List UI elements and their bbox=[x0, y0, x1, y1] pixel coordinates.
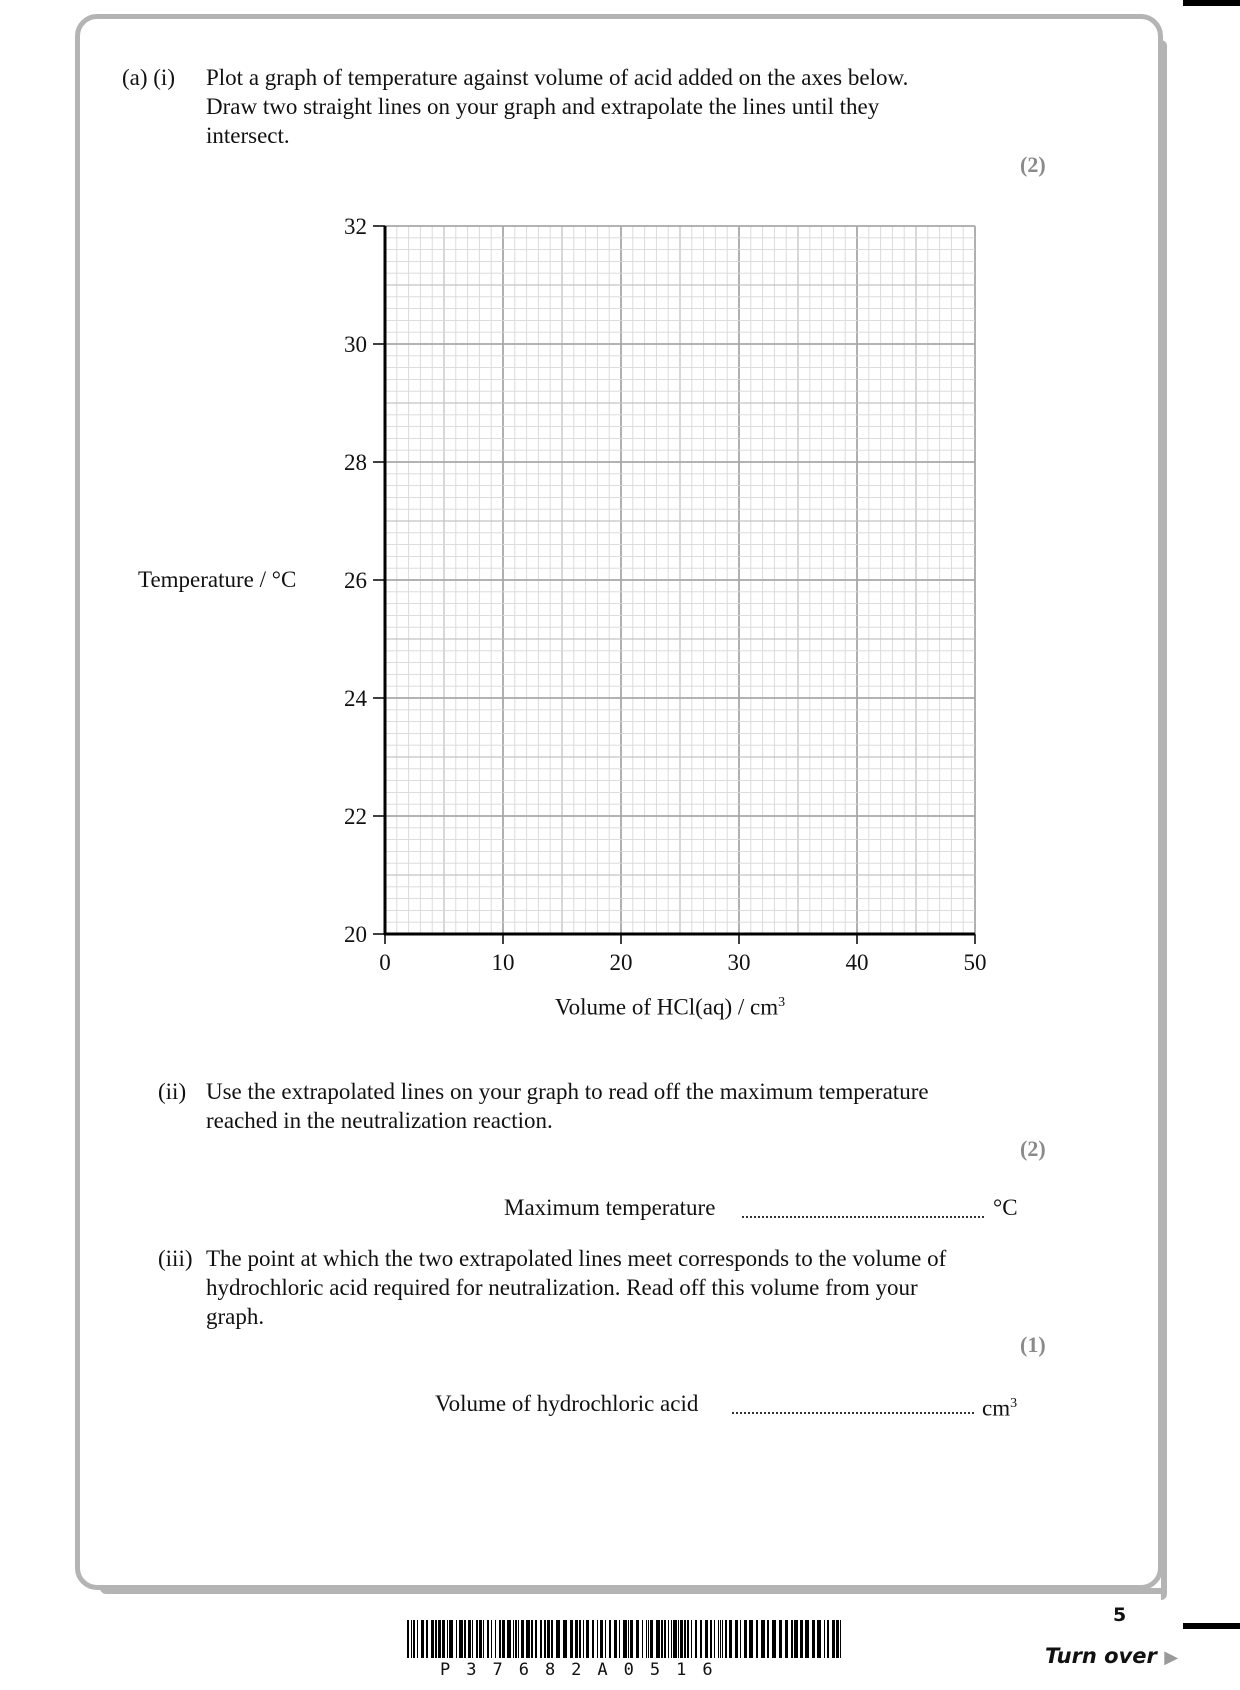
barcode-bar bbox=[671, 1620, 672, 1658]
question-a-iii-line-1: The point at which the two extrapolated lines meet corresponds to the volume of bbox=[206, 1246, 947, 1271]
barcode-bar bbox=[507, 1620, 511, 1658]
barcode-bar bbox=[646, 1620, 647, 1658]
y-tick-label: 28 bbox=[344, 450, 367, 475]
turn-over-text: Turn over bbox=[1045, 1644, 1157, 1668]
barcode-bar bbox=[535, 1620, 537, 1658]
question-a-ii-line-1: Use the extrapolated lines on your graph to read off the maximum temperature bbox=[206, 1079, 929, 1104]
barcode-bar bbox=[827, 1620, 829, 1658]
volume-hcl-answer-line[interactable] bbox=[732, 1412, 974, 1414]
barcode-bar bbox=[735, 1620, 738, 1658]
barcode-bar bbox=[636, 1620, 639, 1658]
barcode-bar bbox=[656, 1620, 660, 1658]
max-temperature-answer-line[interactable] bbox=[742, 1216, 984, 1218]
barcode-bar bbox=[544, 1620, 546, 1658]
barcode-bar bbox=[614, 1620, 617, 1658]
volume-hcl-unit bbox=[982, 1389, 1017, 1423]
barcode-bar bbox=[800, 1620, 803, 1658]
barcode-bar bbox=[832, 1620, 835, 1658]
barcode-bar bbox=[680, 1620, 683, 1658]
barcode-bar bbox=[421, 1620, 424, 1658]
barcode-bar bbox=[570, 1620, 573, 1658]
barcode-bar bbox=[695, 1620, 697, 1658]
barcode-bar bbox=[502, 1620, 505, 1658]
barcode-bar bbox=[648, 1620, 649, 1658]
question-a-ii-marks: (2) bbox=[1020, 1136, 1046, 1161]
barcode-bar bbox=[824, 1620, 825, 1658]
x-axis-label-text: Volume of HCl(aq) / cm bbox=[555, 994, 779, 1020]
barcode-bar bbox=[664, 1620, 666, 1658]
barcode-bar bbox=[785, 1620, 788, 1658]
barcode-bar bbox=[592, 1620, 594, 1658]
barcode-bar bbox=[794, 1620, 798, 1658]
question-a-i-line-1: Plot a graph of temperature against volume of acid added on the axes below. bbox=[206, 65, 909, 90]
question-a-iii-text bbox=[206, 1244, 1046, 1331]
barcode-bar bbox=[413, 1620, 415, 1658]
barcode-bar bbox=[718, 1620, 719, 1658]
barcode-bar bbox=[684, 1620, 686, 1658]
barcode-bar bbox=[464, 1620, 466, 1658]
barcode-bar bbox=[472, 1620, 473, 1658]
x-tick-label: 40 bbox=[845, 950, 869, 975]
barcode-bar bbox=[687, 1620, 689, 1658]
barcode-bar bbox=[586, 1620, 589, 1658]
question-a-i-marks: (2) bbox=[1020, 152, 1046, 177]
barcode-bar bbox=[605, 1620, 606, 1658]
page-number: 5 bbox=[1113, 1604, 1127, 1626]
barcode-bar bbox=[459, 1620, 463, 1658]
barcode-bar bbox=[540, 1620, 542, 1658]
barcode-bar bbox=[817, 1620, 821, 1658]
question-a-ii-label: (ii) bbox=[158, 1079, 187, 1104]
barcode-bar bbox=[431, 1620, 434, 1658]
y-tick-label: 26 bbox=[344, 568, 367, 593]
barcode-bar bbox=[513, 1620, 514, 1658]
barcode-bar bbox=[487, 1620, 489, 1658]
barcode-bar bbox=[805, 1620, 809, 1658]
y-tick-label: 30 bbox=[344, 332, 367, 357]
barcode-bar bbox=[438, 1620, 441, 1658]
barcode-bar bbox=[836, 1620, 839, 1658]
barcode-bar bbox=[725, 1620, 727, 1658]
question-a-ii-line-2: reached in the neutralization reaction. bbox=[206, 1108, 553, 1133]
bottom-right-corner-bar bbox=[1183, 1623, 1240, 1629]
volume-hcl-label: Volume of hydrochloric acid bbox=[435, 1391, 699, 1416]
barcode-bar bbox=[691, 1620, 692, 1658]
turn-over-label bbox=[1045, 1644, 1178, 1668]
barcode-bar bbox=[609, 1620, 611, 1658]
barcode-bar bbox=[668, 1620, 669, 1658]
barcode-bar bbox=[435, 1620, 437, 1658]
question-a-iii-line-3: graph. bbox=[206, 1304, 265, 1329]
barcode-bar bbox=[791, 1620, 793, 1658]
barcode-bar bbox=[551, 1620, 553, 1658]
barcode-bar bbox=[521, 1620, 524, 1658]
question-a-iii-label: (iii) bbox=[158, 1246, 193, 1271]
y-tick-label: 20 bbox=[344, 922, 367, 947]
max-temperature-label: Maximum temperature bbox=[504, 1195, 716, 1220]
barcode-bar bbox=[740, 1620, 741, 1658]
barcode-bar bbox=[761, 1620, 765, 1658]
barcode-bar bbox=[756, 1620, 758, 1658]
barcode-bar bbox=[556, 1620, 560, 1658]
x-axis-label-sup: 3 bbox=[778, 995, 786, 1010]
barcode-bar bbox=[630, 1620, 633, 1658]
barcode-bar bbox=[661, 1620, 663, 1658]
question-a-i-line-2: Draw two straight lines on your graph and extrapolate the lines until they bbox=[206, 94, 880, 119]
x-tick-label: 30 bbox=[727, 950, 751, 975]
barcode-bar bbox=[729, 1620, 732, 1658]
barcode-bar bbox=[575, 1620, 578, 1658]
max-temperature-unit: °C bbox=[993, 1195, 1018, 1220]
barcode-bar bbox=[597, 1620, 598, 1658]
x-axis-label bbox=[555, 988, 785, 1022]
y-tick-label: 32 bbox=[344, 214, 367, 239]
barcode-bar bbox=[650, 1620, 653, 1658]
barcode-bar bbox=[495, 1620, 496, 1658]
barcode-bar bbox=[705, 1620, 708, 1658]
barcode-bar bbox=[642, 1620, 643, 1658]
barcode-bar bbox=[720, 1620, 721, 1658]
x-tick-label: 10 bbox=[491, 950, 515, 975]
question-a-i-label: (a) (i) bbox=[122, 65, 175, 90]
barcode-bar bbox=[531, 1620, 533, 1658]
barcode-bar bbox=[426, 1620, 428, 1658]
y-tick-label: 24 bbox=[344, 686, 367, 711]
volume-hcl-unit-sup: 3 bbox=[1010, 1396, 1018, 1411]
barcode-bar bbox=[812, 1620, 815, 1658]
question-a-iii-marks: (1) bbox=[1020, 1332, 1046, 1357]
barcode-bar bbox=[714, 1620, 715, 1658]
barcode-bar bbox=[407, 1620, 409, 1658]
barcode-bar bbox=[749, 1620, 753, 1658]
barcode-bar bbox=[417, 1620, 418, 1658]
barcode-bar bbox=[710, 1620, 712, 1658]
barcode-bar bbox=[483, 1620, 484, 1658]
barcode-bar bbox=[515, 1620, 517, 1658]
barcode bbox=[405, 1620, 845, 1660]
barcode-bar bbox=[547, 1620, 550, 1658]
barcode-bar bbox=[628, 1620, 629, 1658]
barcode-bar bbox=[491, 1620, 492, 1658]
barcode-bar bbox=[619, 1620, 620, 1658]
barcode-bar bbox=[678, 1620, 679, 1658]
barcode-bar bbox=[772, 1620, 776, 1658]
barcode-bar bbox=[600, 1620, 603, 1658]
barcode-bar bbox=[700, 1620, 702, 1658]
barcode-bar bbox=[583, 1620, 584, 1658]
barcode-text: P37682A0516 bbox=[440, 1660, 729, 1680]
barcode-bar bbox=[779, 1620, 782, 1658]
barcode-bar bbox=[449, 1620, 453, 1658]
barcode-bar bbox=[479, 1620, 482, 1658]
barcode-bar bbox=[767, 1620, 769, 1658]
barcode-bar bbox=[456, 1620, 457, 1658]
barcode-bar bbox=[673, 1620, 677, 1658]
barcode-bar bbox=[840, 1620, 841, 1658]
x-tick-label: 50 bbox=[963, 950, 987, 975]
barcode-bar bbox=[518, 1620, 519, 1658]
barcode-bar bbox=[722, 1620, 723, 1658]
y-tick-label: 22 bbox=[344, 804, 367, 829]
barcode-bar bbox=[476, 1620, 478, 1658]
barcode-bar bbox=[579, 1620, 581, 1658]
y-axis-label: Temperature / °C bbox=[138, 567, 297, 592]
barcode-bar bbox=[468, 1620, 471, 1658]
question-a-i-line-3: intersect. bbox=[206, 123, 290, 148]
barcode-bar bbox=[442, 1620, 445, 1658]
question-a-iii-line-2: hydrochloric acid required for neutralization. Read off this volume from your bbox=[206, 1275, 918, 1300]
barcode-bar bbox=[623, 1620, 627, 1658]
volume-hcl-unit-text: cm bbox=[982, 1395, 1011, 1421]
barcode-bar bbox=[447, 1620, 448, 1658]
barcode-bar bbox=[499, 1620, 501, 1658]
barcode-bar bbox=[744, 1620, 747, 1658]
question-a-ii-text bbox=[206, 1077, 1046, 1135]
barcode-bar bbox=[563, 1620, 567, 1658]
x-tick-label: 20 bbox=[609, 950, 633, 975]
turn-over-arrow-icon: ▶ bbox=[1164, 1647, 1179, 1668]
barcode-bar bbox=[526, 1620, 530, 1658]
barcode-bar bbox=[411, 1620, 412, 1658]
x-tick-label: 0 bbox=[379, 950, 391, 975]
